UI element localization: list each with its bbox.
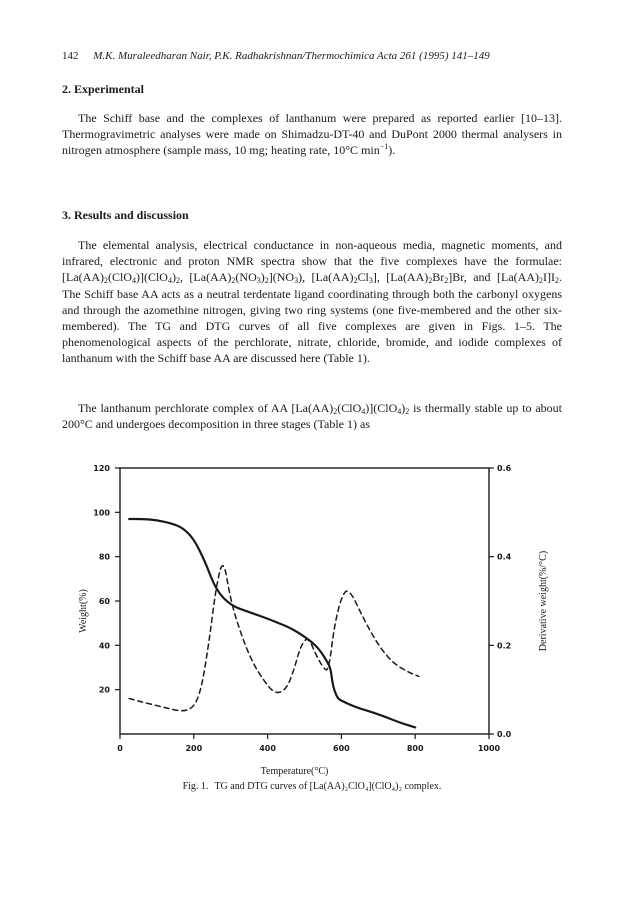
x-tick-label: 0	[117, 744, 123, 753]
section-title-results: 3. Results and discussion	[62, 208, 189, 222]
results-paragraph-1: The elemental analysis, electrical conductance in non-aqueous media, magnetic moments, and infrared, electronic and proton NMR spectra show that the five complexes have the formulae: $[La(AA)_2(ClO_4)](ClO_4)_2$, $[La(AA)_2(NO_3)_2](NO_3)$, $[La(AA)_2Cl_3]$, $[La(AA)_2Br_2]Br$, and $[La(AA)_2I]I_2$. The Schiff base AA acts as a neutral terdentate ligand coordinating through both the carbonyl oxygens and through the azomethine nitrogen, giving two ring systems (one five-membered and the other six-membered). The TG and DTG curves of all five complexes are given in Figs. 1–5. The phenomenological aspects of the perchlorate, nitrate, chloride, bromide, and iodide complexes of lanthanum with the Schiff base AA are discussed here (Table 1).	[62, 238, 562, 366]
page-number: 142	[62, 50, 79, 62]
plot-frame	[120, 468, 489, 734]
figure-caption	[0, 781, 624, 792]
y-tick-label: 20	[98, 685, 110, 695]
y-tick-label: 60	[98, 597, 110, 606]
experimental-paragraph: The Schiff base and the complexes of lanthanum were prepared as reported earlier [10–13]. Thermogravimetric analyses were made on Shimadzu-DT-40 and DuPont 2000 thermal analysers in nitrogen atmosphere (sample mass, 10 mg; heating rate, 10°C $\min^{-1}$).	[62, 111, 562, 158]
x-tick-label: 1000	[477, 744, 501, 753]
y-right-tick-label: 0.6	[497, 464, 512, 473]
figure-caption-text: TG and DTG curves of [La(AA)₂ClO₄](ClO₄)₂ complex.	[214, 781, 442, 792]
x-tick-label: 800	[406, 744, 424, 753]
journal-reference: M.K. Muraleedharan Nair, P.K. Radhakrishnan/Thermochimica Acta 261 (1995) 141–149	[93, 50, 490, 62]
tg-curve	[129, 519, 415, 727]
y-tick-label: 80	[98, 552, 110, 562]
y-axis-label: Weight(%)	[78, 589, 89, 633]
figure-1	[0, 460, 624, 800]
x-axis-label: Temperature(°C)	[260, 766, 329, 777]
y-right-tick-label: 0.4	[497, 552, 512, 562]
y-right-axis-label: Derivative weight(%/°C)	[538, 550, 549, 652]
x-tick-label: 400	[259, 744, 276, 753]
tg-dtg-chart	[0, 460, 624, 800]
dtg-curve	[129, 566, 419, 711]
section-title-experimental: 2. Experimental	[62, 82, 144, 96]
y-tick-label: 120	[93, 464, 110, 473]
x-tick-label: 600	[333, 744, 350, 753]
figure-caption-label: Fig. 1.	[182, 781, 209, 792]
y-right-tick-label: 0.2	[497, 641, 512, 651]
running-header	[62, 50, 490, 62]
results-paragraph-2: The lanthanum perchlorate complex of AA $[La(AA)_2(ClO_4)](ClO_4)_2$ is thermally stable up to about 200°C and undergoes decomposition in three stages (Table 1) as	[62, 401, 562, 432]
y-right-tick-label: 0.0	[497, 730, 512, 739]
x-tick-label: 200	[185, 744, 203, 753]
y-tick-label: 40	[98, 641, 110, 651]
y-tick-label: 100	[93, 508, 110, 518]
